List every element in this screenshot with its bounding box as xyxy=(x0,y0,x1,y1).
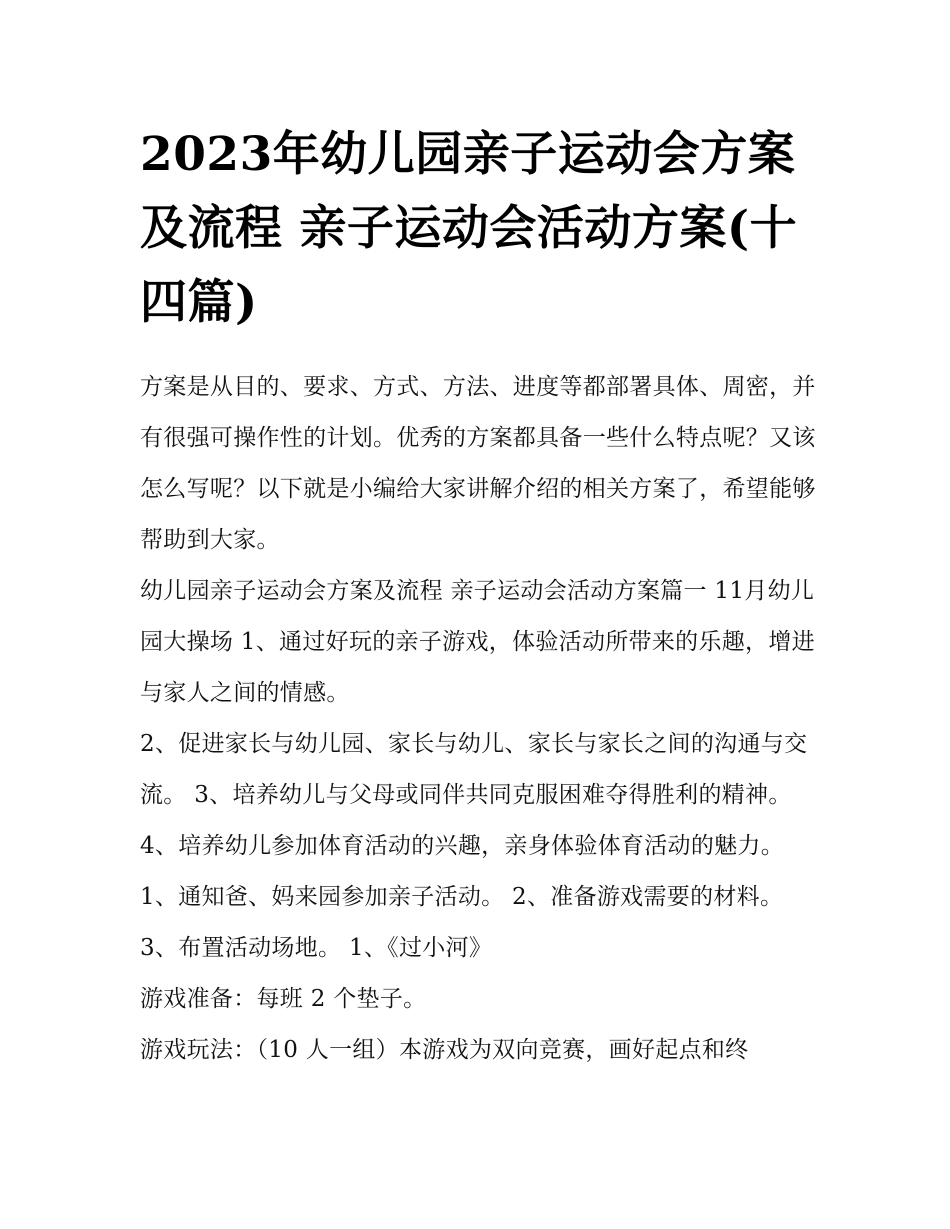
document-body xyxy=(140,362,820,1076)
paragraph-goals-4-preparation: 4、培养幼儿参加体育活动的兴趣，亲身体验体育活动的魅力。 1、通知爸、妈来园参加亲子活动。 2、准备游戏需要的材料。 3、布置活动场地。 1、《过小河》 xyxy=(140,833,785,961)
paragraph-game-preparation: 游戏准备：每班 2 个垫子。 xyxy=(140,986,427,1012)
paragraph-intro: 方案是从目的、要求、方式、方法、进度等都部署具体、周密，并有很强可操作性的计划。优秀的方案都具备一些什么特点呢？又该怎么写呢？以下就是小编给大家讲解介绍的相关方案了，希望能够帮助到大家。 xyxy=(140,374,816,553)
paragraph-goals-2-3: 2、促进家长与幼儿园、家长与幼儿、家长与家长之间的沟通与交流。 3、培养幼儿与父母或同伴共同克服困难夺得胜利的精神。 xyxy=(140,731,808,808)
document-title: 2023年幼儿园亲子运动会方案及流程 亲子运动会活动方案(十四篇) xyxy=(140,127,798,330)
document-page xyxy=(140,118,820,1076)
paragraph-game-rules: 游戏玩法：（10 人一组）本游戏为双向竞赛，画好起点和终 xyxy=(140,1037,749,1063)
paragraph-section-one: 幼儿园亲子运动会方案及流程 亲子运动会活动方案篇一 11月幼儿园大操场 1、通过好玩的亲子游戏，体验活动所带来的乐趣，增进与家人之间的情感。 xyxy=(140,578,815,706)
